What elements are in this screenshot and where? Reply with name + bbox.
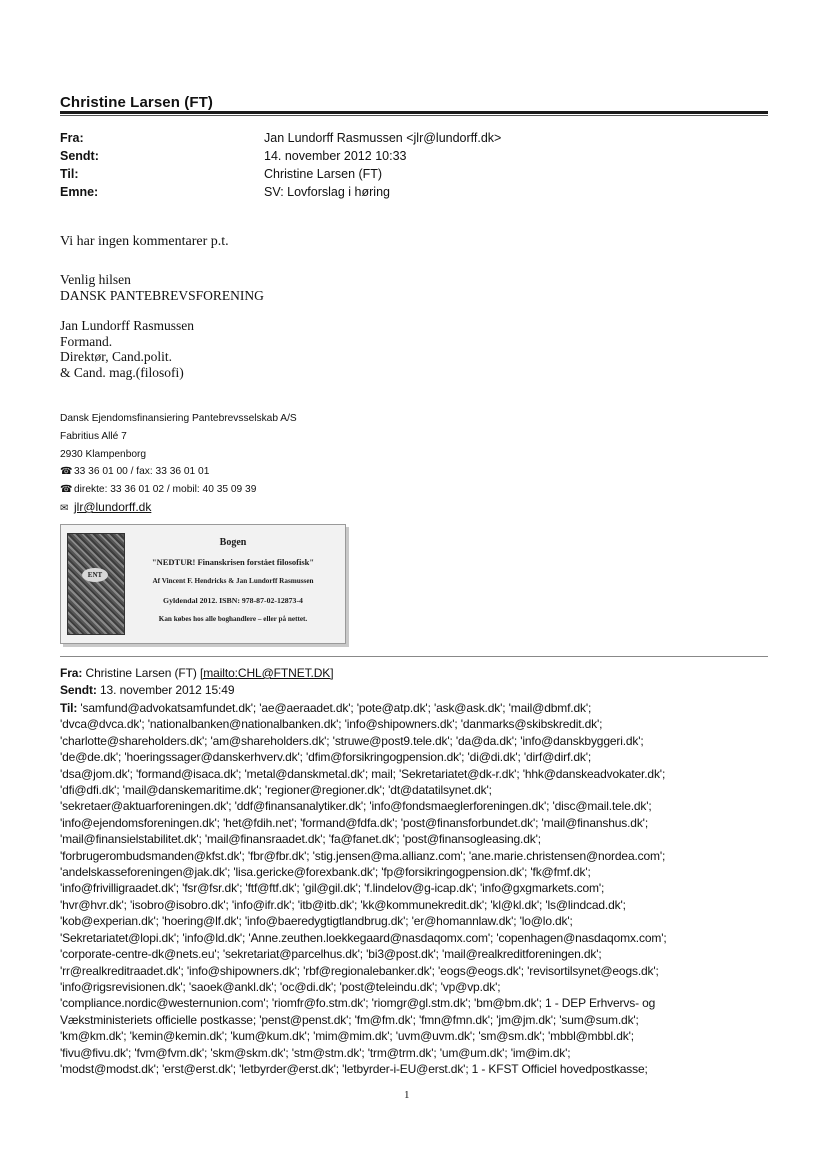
header-subject-row <box>60 185 760 203</box>
to-line: 'info@rigsrevisionen.dk'; 'saoek@ankl.dk'; 'oc@di.dk'; 'post@teleindu.dk'; 'vp@vp.dk'; <box>60 979 501 994</box>
signer-block <box>60 318 194 380</box>
forward-to-list <box>60 700 780 1077</box>
page-title: Christine Larsen (FT) <box>60 94 213 111</box>
company-email-link[interactable]: jlr@lundorff.dk <box>74 499 152 514</box>
header-sent-label: Sendt: <box>60 149 99 163</box>
forward-sent-value: 13. november 2012 15:49 <box>99 683 235 697</box>
header-from-value: Jan Lundorff Rasmussen <jlr@lundorff.dk> <box>264 131 502 145</box>
forward-from-value: Christine Larsen (FT) <box>85 666 197 680</box>
phone-icon: ☎ <box>60 484 73 496</box>
to-line: 'modst@modst.dk'; 'erst@erst.dk'; 'letbyrder@erst.dk'; 'letbyrder-i-EU@erst.dk'; 1 - KFST Officiel hovedpostkasse; <box>60 1061 648 1076</box>
to-line: 'fivu@fivu.dk'; 'fvm@fvm.dk'; 'skm@skm.dk'; 'stm@stm.dk'; 'trm@trm.dk'; 'um@um.dk'; 'im@im.dk'; <box>60 1045 571 1060</box>
to-line: 'rr@realkreditraadet.dk'; 'info@shipowners.dk'; 'rbf@regionalebanker.dk'; 'eogs@eogs.dk'; 'revisortilsynet@eogs.dk'; <box>60 963 659 978</box>
signer-title: Formand. <box>60 333 113 349</box>
company-email-row <box>60 499 297 518</box>
forward-mailto-link[interactable]: [mailto:CHL@FTNET.DK] <box>200 666 334 680</box>
greeting-line: Venlig hilsen <box>60 272 131 287</box>
company-direct-row <box>60 481 297 499</box>
book-badge: ENT <box>82 568 108 582</box>
to-line: 'info@frivilligraadet.dk'; 'fsr@fsr.dk'; 'ftf@ftf.dk'; 'gil@gil.dk'; 'f.lindelov@g-icap.dk'; 'info@gxgmarkets.com'; <box>60 881 605 896</box>
company-block <box>60 410 297 518</box>
company-city: 2930 Klampenborg <box>60 448 147 460</box>
header-subject-label: Emne: <box>60 185 99 199</box>
book-banner <box>60 524 346 644</box>
company-street: Fabritius Allé 7 <box>60 430 127 442</box>
to-line: 'dvca@dvca.dk'; 'nationalbanken@nationalbanken.dk'; 'info@shipowners.dk'; 'danmarks@skibskredit.dk'; <box>60 717 603 732</box>
to-line: 'km@km.dk'; 'kemin@kemin.dk'; 'kum@kum.dk'; 'mim@mim.dk'; 'uvm@uvm.dk'; 'sm@sm.dk'; 'mbbl@mbbl.dk'; <box>60 1029 634 1044</box>
company-phone-row <box>60 463 297 481</box>
to-line: 'dsa@jom.dk'; 'formand@isaca.dk'; 'metal@danskmetal.dk'; mail; 'Sekretariatet@dk-r.dk'; 'hhk@danskeadvokater.dk'; <box>60 766 666 781</box>
phone-icon: ☎ <box>60 466 73 478</box>
forward-sent-row <box>60 683 234 697</box>
header-sent-value: 14. november 2012 10:33 <box>264 149 407 163</box>
header-subject-value: SV: Lovforslag i høring <box>264 185 390 199</box>
to-line: 'corporate-centre-dk@nets.eu'; 'sekretariat@parcelhus.dk'; 'bi3@post.dk'; 'mail@realkreditforeningen.dk'; <box>60 947 602 962</box>
to-line: 'charlotte@shareholders.dk'; 'am@shareholders.dk'; 'struwe@post9.tele.dk'; 'da@da.dk'; 'info@danskbyggeri.dk'; <box>60 733 644 748</box>
banner-line: Af Vincent F. Hendricks & Jan Lundorff Rasmussen <box>152 577 314 585</box>
header-sent-row <box>60 149 760 167</box>
to-line: 'Sekretariatet@lopi.dk'; 'info@ld.dk'; 'Anne.zeuthen.loekkegaard@nasdaqomx.com'; 'copenhagen@nasdaqomx.com'; <box>60 930 667 945</box>
greeting <box>60 272 264 303</box>
to-line: 'forbrugerombudsmanden@kfst.dk'; 'fbr@fbr.dk'; 'stig.jensen@ma.allianz.com'; 'ane.marie.christensen@nordea.com'; <box>60 848 666 863</box>
banner-line: Gyldendal 2012. ISBN: 978-87-02-12873-4 <box>163 596 303 605</box>
to-line: 'de@de.dk'; 'hoeringssager@danskerhverv.dk'; 'dfim@forsikringogpension.dk'; 'di@di.dk'; 'dirf@dirf.dk'; <box>60 750 592 765</box>
to-line: 'sekretaer@aktuarforeningen.dk'; 'ddf@finansanalytiker.dk'; 'info@fondsmaeglerforeningen.dk'; 'disc@mail.tele.dk'; <box>60 799 652 814</box>
signer-title: Direktør, Cand.polit. <box>60 349 172 364</box>
header-to-label: Til: <box>60 167 79 181</box>
to-line: 'mail@finansielstabilitet.dk'; 'mail@finansraadet.dk'; 'fa@fanet.dk'; 'post@finansogleasing.dk'; <box>60 832 541 847</box>
email-body: Vi har ingen kommentarer p.t. <box>60 234 229 249</box>
header-from-row <box>60 131 760 149</box>
signer-name: Jan Lundorff Rasmussen <box>60 318 194 333</box>
company-phone: 33 36 01 00 / fax: 33 36 01 01 <box>74 466 210 478</box>
header-from-label: Fra: <box>60 131 84 145</box>
to-line: Vækstministeriets officielle postkasse; 'penst@penst.dk'; 'fm@fm.dk'; 'fmn@fmn.dk'; 'jm@jm.dk'; 'sum@sum.dk'; <box>60 1012 639 1027</box>
header-to-row <box>60 167 760 185</box>
to-line: 'andelskasseforeningen@jak.dk'; 'lisa.gericke@forexbank.dk'; 'fp@forsikringogpension.dk'; 'fk@fmf.dk'; <box>60 865 591 880</box>
forward-from-label: Fra: <box>60 666 83 680</box>
title-rule-thin <box>60 115 768 116</box>
forward-separator <box>60 656 768 657</box>
to-line: 'hvr@hvr.dk'; 'isobro@isobro.dk'; 'info@ifr.dk'; 'itb@itb.dk'; 'kk@kommunekredit.dk'; 'kl@kl.dk'; 'ls@lindcad.dk'; <box>60 897 626 912</box>
banner-line: Kan købes hos alle boghandlere – eller på nettet. <box>158 615 308 623</box>
to-line: 'kob@experian.dk'; 'hoering@lf.dk'; 'info@baeredygtigtlandbrug.dk'; 'er@homannlaw.dk'; 'lo@lo.dk'; <box>60 914 573 929</box>
to-line: 'info@ejendomsforeningen.dk'; 'het@fdih.net'; 'formand@fdfa.dk'; 'post@finansforbundet.dk'; 'mail@finanshus.dk'; <box>60 815 649 830</box>
greeting-line: DANSK PANTEBREVSFORENING <box>60 287 264 303</box>
title-rule <box>60 111 768 114</box>
header-to-value: Christine Larsen (FT) <box>264 167 383 181</box>
banner-line: "NEDTUR! Finanskrisen forstået filosofisk" <box>151 557 315 567</box>
signer-title: & Cand. mag.(filosofi) <box>60 364 184 380</box>
forward-to-label: Til: <box>60 701 78 715</box>
company-name: Dansk Ejendomsfinansiering Pantebrevsselskab A/S <box>60 413 297 424</box>
forward-from-row <box>60 666 333 680</box>
page-number: 1 <box>404 1089 410 1101</box>
envelope-icon: ✉ <box>60 502 69 514</box>
to-line-text: 'samfund@advokatsamfundet.dk'; 'ae@aeraadet.dk'; 'pote@atp.dk'; 'ask@ask.dk'; 'mail@dbmf.dk'; <box>80 701 592 715</box>
banner-line: Bogen <box>219 537 247 548</box>
forward-sent-label: Sendt: <box>60 683 97 697</box>
book-cover-image <box>67 533 125 635</box>
to-line <box>60 700 780 716</box>
to-line: 'compliance.nordic@westernunion.com'; 'riomfr@fo.stm.dk'; 'riomgr@gl.stm.dk'; 'bm@bm.dk'; 1 - DEP Erhvervs- og <box>60 996 656 1011</box>
company-direct: direkte: 33 36 01 02 / mobil: 40 35 09 39 <box>74 484 257 496</box>
to-line: 'dfi@dfi.dk'; 'mail@danskemaritime.dk'; 'regioner@regioner.dk'; 'dt@datatilsynet.dk'; <box>60 783 492 798</box>
